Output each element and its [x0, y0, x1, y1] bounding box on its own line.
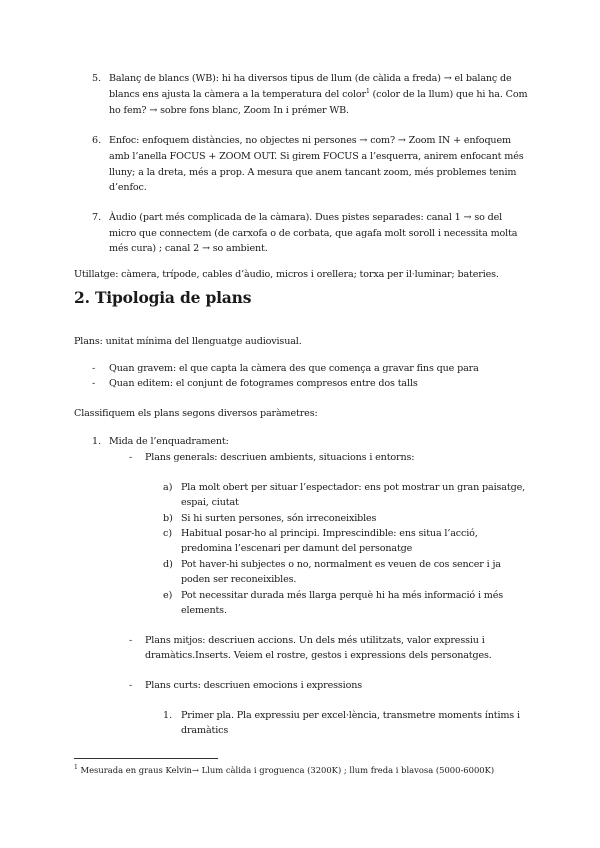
footnote	[74, 765, 494, 776]
paragraph-line	[109, 88, 527, 101]
list-marker: b)	[163, 513, 173, 524]
paragraph-line: Habitual posar-ho al principi. Imprescindible: ens situa l’acció,	[181, 528, 478, 539]
list-marker: e)	[163, 590, 173, 601]
paragraph-line: ho fem? → sobre fons blanc, Zoom In i prémer WB.	[109, 105, 349, 116]
bullet-dash: -	[129, 452, 133, 463]
list-marker: c)	[163, 528, 173, 539]
paragraph-line: amb l’anella FOCUS + ZOOM OUT. Si girem FOCUS a l’esquerra, anirem enfocant més	[109, 151, 524, 162]
bullet-dash: -	[129, 635, 133, 646]
paragraph-line: Enfoc: enfoquem distàncies, no objectes ni persones → com? → Zoom IN + enfoquem	[109, 135, 511, 146]
paragraph-line: Si hi surten persones, són irreconeixibles	[181, 513, 377, 524]
plans-generals-label: Plans generals: descriuen ambients, situacions i entorns:	[145, 452, 415, 463]
bullet-dash: -	[92, 378, 96, 389]
criteria-label: Mida de l’enquadrament:	[109, 436, 229, 447]
paragraph-line: Pot necessitar durada més llarga perquè hi ha més informació i més	[181, 590, 504, 601]
paragraph-line: Balanç de blancs (WB): hi ha diversos tipus de llum (de càlida a freda) → el balanç de	[109, 73, 512, 84]
list-number: 5.	[92, 73, 102, 84]
paragraph-line: d’enfoc.	[109, 182, 147, 193]
paragraph-line: dramàtics.Inserts. Veiem el rostre, gestos i expressions dels personatges.	[145, 650, 492, 661]
classify-intro: Classifiquem els plans segons diversos paràmetres:	[74, 408, 318, 419]
footnote-separator	[74, 758, 218, 759]
paragraph-line: Àudio (part més complicada de la càmara). Dues pistes separades: canal 1 → so del	[109, 212, 503, 223]
paragraph-line: Primer pla. Pla expressiu per excel·lència, transmetre moments íntims i	[181, 710, 520, 721]
list-marker: a)	[163, 482, 173, 493]
paragraph-line: micro que connectem (de carxofa o de corbata, que agafa molt soroll i necessita molta	[109, 228, 518, 239]
list-item: Quan gravem: el que capta la càmera des que comença a gravar fins que para	[109, 363, 479, 374]
footnote-marker: 1	[74, 764, 78, 772]
paragraph-line: Plans mitjos: descriuen accions. Un dels més utilitzats, valor expressiu i	[145, 635, 485, 646]
paragraph-line: Pot haver-hi subjectes o no, normalment es veuen de cos sencer i ja	[181, 559, 501, 570]
paragraph-line: predomina l’escenari per damunt del personatge	[181, 543, 413, 554]
section-title: 2. Tipologia de plans	[74, 288, 252, 307]
footnote-ref[interactable]: 1	[365, 87, 370, 95]
plans-definition: Plans: unitat mínima del llenguatge audiovisual.	[74, 336, 302, 347]
list-number: 6.	[92, 135, 102, 146]
paragraph-text: blancs ens ajusta la càmera a la temperatura del color	[109, 89, 366, 100]
paragraph-line: espai, ciutat	[181, 497, 239, 508]
bullet-dash: -	[92, 363, 96, 374]
list-number: 7.	[92, 212, 102, 223]
paragraph-line: elements.	[181, 605, 227, 616]
list-marker: d)	[163, 559, 173, 570]
utillatge-paragraph: Utillatge: càmera, trípode, cables d’àudio, micros i orellera; torxa per il·luminar; bateries.	[74, 269, 499, 280]
paragraph-text: (color de la llum) que hi ha. Com	[369, 89, 528, 100]
paragraph-line: més cura) ; canal 2 → so ambient.	[109, 243, 268, 254]
bullet-dash: -	[129, 680, 133, 691]
list-number: 1.	[92, 436, 102, 447]
paragraph-line: dramàtics	[181, 725, 229, 736]
footnote-text: Mesurada en graus Kelvin→ Llum càlida i groguenca (3200K) ; llum freda i blavosa (5000-6000K)	[80, 765, 495, 775]
list-number: 1.	[163, 710, 173, 721]
paragraph-line: poden ser reconeixibles.	[181, 574, 297, 585]
plans-curts-label: Plans curts: descriuen emocions i expressions	[145, 680, 363, 691]
list-item: Quan editem: el conjunt de fotogrames compresos entre dos talls	[109, 378, 418, 389]
paragraph-line: Pla molt obert per situar l’espectador: ens pot mostrar un gran paisatge,	[181, 482, 526, 493]
paragraph-line: lluny; a la dreta, més a prop. A mesura que anem tancant zoom, més problemes tenim	[109, 167, 517, 178]
